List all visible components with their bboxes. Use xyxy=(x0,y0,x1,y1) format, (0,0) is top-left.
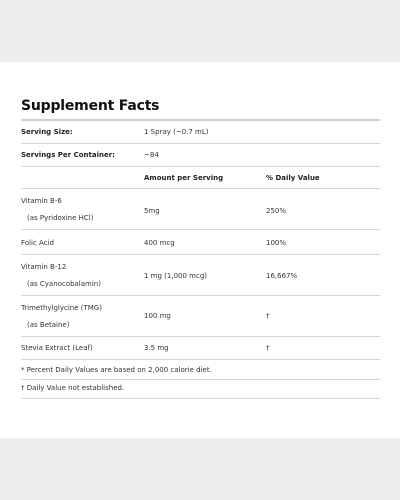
nutrient-daily-value: 250% xyxy=(266,207,287,215)
nutrient-amount: 3.5 mg xyxy=(144,344,169,352)
divider xyxy=(21,166,380,167)
nutrient-amount: 1 mg (1,000 mcg) xyxy=(144,272,208,280)
servings-per-container-value: ~84 xyxy=(144,151,159,159)
nutrient-name: Stevia Extract (Leaf) xyxy=(21,344,93,352)
title-divider xyxy=(21,119,380,121)
nutrient-amount: 5mg xyxy=(144,207,160,215)
nutrient-name: Vitamin B-6 xyxy=(21,197,62,205)
supplement-facts-panel xyxy=(0,62,400,438)
nutrient-name: Vitamin B-12 xyxy=(21,263,67,271)
divider xyxy=(21,254,380,255)
servings-per-container-label: Servings Per Container: xyxy=(21,151,115,159)
nutrient-amount: 400 mcg xyxy=(144,239,175,247)
nutrient-source: (as Cyanocobalamin) xyxy=(27,280,101,288)
nutrient-amount: 100 mg xyxy=(144,312,171,320)
divider xyxy=(21,295,380,296)
amount-per-serving-header: Amount per Serving xyxy=(144,174,224,182)
nutrient-name: Trimethylglycine (TMG) xyxy=(21,304,102,312)
divider xyxy=(21,143,380,144)
footnote-daily-value-not-established: † Daily Value not established. xyxy=(21,384,125,392)
divider xyxy=(21,188,380,189)
serving-size-label: Serving Size: xyxy=(21,128,73,136)
nutrient-daily-value: 100% xyxy=(266,239,287,247)
nutrient-daily-value: 16,667% xyxy=(266,272,298,280)
nutrient-daily-value: † xyxy=(266,312,270,320)
footnote-percent-daily-value: * Percent Daily Values are based on 2,000 calorie diet. xyxy=(21,366,212,374)
divider xyxy=(21,398,380,399)
divider xyxy=(21,336,380,337)
nutrient-daily-value: † xyxy=(266,344,270,352)
divider xyxy=(21,359,380,360)
divider xyxy=(21,379,380,380)
nutrient-source: (as Pyridoxine HCl) xyxy=(27,214,94,222)
daily-value-header: % Daily Value xyxy=(266,174,320,182)
serving-size-value: 1 Spray (~0.7 mL) xyxy=(144,128,209,136)
page-title: Supplement Facts xyxy=(21,98,160,114)
divider xyxy=(21,229,380,230)
nutrient-source: (as Betaine) xyxy=(27,321,70,329)
nutrient-name: Folic Acid xyxy=(21,239,54,247)
